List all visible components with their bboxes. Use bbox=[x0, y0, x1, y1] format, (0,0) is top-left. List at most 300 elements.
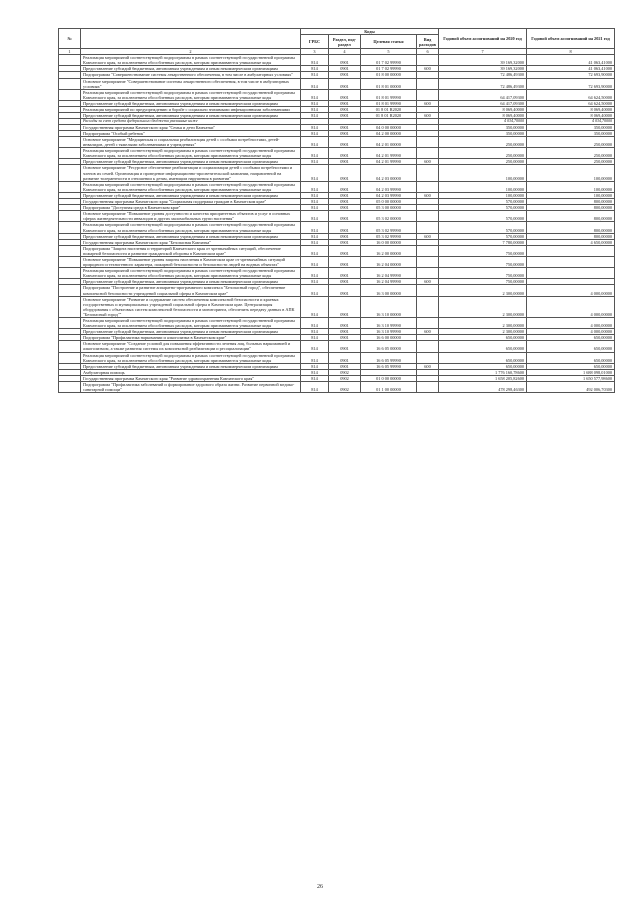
page-number: 26 bbox=[317, 884, 323, 890]
header-2020: Годовой объем ассигнований на 2020 год bbox=[439, 29, 527, 49]
row-name-cell: Предоставление субсидий бюджетным, автономным учреждениям и иным некоммерческим организациям bbox=[81, 233, 301, 239]
row-2021-cell bbox=[527, 256, 615, 267]
row-name-cell: Основное мероприятие "Развитие и содержание систем обеспечения комплексной безопасности и краевых государственных и муниципальных учреждений социальной сферы в Камчатском крае. Централизация оборудования с объектовых систем комплексной безопасности и мониторинга, обеспечить передачу данных в АПК "Безопасный город"" bbox=[81, 296, 301, 317]
row-name-cell: Государственная программа Камчатского края "Социальная поддержка граждан в Камчатском крае" bbox=[81, 199, 301, 205]
table-row bbox=[59, 341, 615, 352]
row-cs-cell: 01 8 01 00000 bbox=[361, 78, 417, 89]
row-grbs-cell: 814 bbox=[301, 341, 329, 352]
row-2021-cell: 100,00000 bbox=[527, 165, 615, 181]
row-2020-cell: 64 417,09300 bbox=[439, 100, 527, 106]
row-2021-cell: 800,00000 bbox=[527, 205, 615, 211]
row-grbs-cell: 814 bbox=[301, 285, 329, 296]
row-2021-cell: 800,00000 bbox=[527, 211, 615, 222]
row-number-cell bbox=[59, 285, 81, 296]
row-2020-cell: 250,00000 bbox=[439, 159, 527, 165]
row-name-cell: Основное мероприятие "Ресурсное обеспечение реабилитации и социализации детей с особыми потребностями и членов их семей. Организация и проведение информационно-просветительской кампании, направленной на развитие толерантности в отношении к детям, имеющим нарушения в развитии" bbox=[81, 165, 301, 181]
row-name-cell: Амбулаторная помощь bbox=[81, 369, 301, 375]
row-name-cell: Предоставление субсидий бюджетным, автономным учреждениям и иным некоммерческим организациям bbox=[81, 159, 301, 165]
row-vr-cell bbox=[417, 256, 439, 267]
row-number-cell bbox=[59, 256, 81, 267]
row-razdel-cell: 0901 bbox=[329, 268, 361, 279]
row-grbs-cell: 814 bbox=[301, 165, 329, 181]
row-grbs-cell: 814 bbox=[301, 107, 329, 113]
row-2021-cell: 4 000,00000 bbox=[527, 318, 615, 329]
row-name-cell: Расходы за счет средств федерального бюджета указанные ниже bbox=[81, 119, 301, 125]
row-cs-cell: 01 7 02 99990 bbox=[361, 55, 417, 66]
row-cs-cell: 16 6 05 00000 bbox=[361, 341, 417, 352]
row-2020-cell: 8 069,40000 bbox=[439, 107, 527, 113]
row-cs-cell: 01 8 00 00000 bbox=[361, 72, 417, 78]
row-2021-cell: 8 069,40000 bbox=[527, 107, 615, 113]
row-2020-cell: 1 658 205,82600 bbox=[439, 375, 527, 381]
row-grbs-cell: 814 bbox=[301, 124, 329, 130]
row-razdel-cell: 0902 bbox=[329, 382, 361, 393]
row-name-cell: Реализация мероприятий соответствующей подпрограммы в рамках соответствующей государственной программы Камчатского края, за исключением обособленных расходов, которым присваиваются уникальные коды bbox=[81, 222, 301, 233]
row-razdel-cell: 0901 bbox=[329, 363, 361, 369]
header-no: № bbox=[59, 29, 81, 49]
row-grbs-cell: 814 bbox=[301, 279, 329, 285]
row-razdel-cell: 0901 bbox=[329, 352, 361, 363]
row-name-cell: Подпрограмма "Профилактика заболеваний и формирование здорового образа жизни. Развитие первичной медико-санитарной помощи" bbox=[81, 382, 301, 393]
header-grbs: ГРБС bbox=[301, 35, 329, 49]
row-vr-cell bbox=[417, 318, 439, 329]
row-grbs-cell: 814 bbox=[301, 100, 329, 106]
row-number-cell bbox=[59, 296, 81, 317]
row-cs-cell: 16 6 05 99990 bbox=[361, 363, 417, 369]
row-2021-cell: 350,00000 bbox=[527, 124, 615, 130]
row-name-cell: Подпрограмма "Построение и развитие аппаратно-программного комплекса "Безопасный город", обеспечение комплексной безопасности учреждений социальной сферы в Камчатском крае" bbox=[81, 285, 301, 296]
row-razdel-cell: 0901 bbox=[329, 124, 361, 130]
row-grbs-cell: 814 bbox=[301, 329, 329, 335]
row-2020-cell: 570,00000 bbox=[439, 222, 527, 233]
row-2021-cell: 492 006,70300 bbox=[527, 382, 615, 393]
row-number-cell bbox=[59, 245, 81, 256]
row-vr-cell bbox=[417, 211, 439, 222]
row-grbs-cell: 814 bbox=[301, 296, 329, 317]
row-cs-cell: 16 6 05 99990 bbox=[361, 352, 417, 363]
row-number-cell bbox=[59, 352, 81, 363]
row-cs-cell: 04 2 01 00000 bbox=[361, 137, 417, 148]
row-name-cell: Основное мероприятие "Повышение уровня доступности и качества приоритетных объектов и услуг в основных сферах жизнедеятельности инвалидов и других маломобильных групп населения" bbox=[81, 211, 301, 222]
row-2020-cell: 750,00000 bbox=[439, 268, 527, 279]
row-vr-cell bbox=[417, 285, 439, 296]
row-number-cell bbox=[59, 137, 81, 148]
row-number-cell bbox=[59, 55, 81, 66]
row-cs-cell: 05 3 00 00000 bbox=[361, 205, 417, 211]
row-2021-cell: 41 063,41000 bbox=[527, 66, 615, 72]
row-razdel-cell: 0901 bbox=[329, 222, 361, 233]
row-vr-cell: 600 bbox=[417, 100, 439, 106]
row-number-cell bbox=[59, 211, 81, 222]
row-grbs-cell: 814 bbox=[301, 245, 329, 256]
row-grbs-cell: 814 bbox=[301, 55, 329, 66]
row-name-cell: Основное мероприятие "Совершенствование системы лекарственного обеспечения, в том числе в амбулаторных условиях" bbox=[81, 78, 301, 89]
row-cs-cell: 01 8 01 R2020 bbox=[361, 113, 417, 119]
row-2021-cell: 4 000,00000 bbox=[527, 296, 615, 317]
table-row bbox=[59, 296, 615, 317]
row-2020-cell: 350,00000 bbox=[439, 124, 527, 130]
row-2020-cell: 650,00000 bbox=[439, 335, 527, 341]
row-2021-cell: 64 624,50000 bbox=[527, 89, 615, 100]
row-cs-cell: 16 3 00 00000 bbox=[361, 285, 417, 296]
row-number-cell bbox=[59, 148, 81, 159]
row-name-cell: Основное мероприятие "Повышение уровня защиты населения в Камчатском крае от чрезвычайных ситуаций природного и техногенного характера, пожарной безопасности и безопасности людей на водных объектах" bbox=[81, 256, 301, 267]
row-razdel-cell: 0901 bbox=[329, 245, 361, 256]
row-razdel-cell: 0901 bbox=[329, 55, 361, 66]
table-body bbox=[59, 55, 615, 393]
row-name-cell: Подпрограмма "Защита населения и территорий Камчатского края от чрезвычайных ситуаций, обеспечение пожарной безопасности и развитие гражданской обороны в Камчатском крае" bbox=[81, 245, 301, 256]
row-number-cell bbox=[59, 89, 81, 100]
row-cs-cell: 16 2 04 99990 bbox=[361, 279, 417, 285]
row-grbs-cell: 814 bbox=[301, 352, 329, 363]
row-grbs-cell: 814 bbox=[301, 148, 329, 159]
row-2020-cell: 2 300,00000 bbox=[439, 296, 527, 317]
row-number-cell bbox=[59, 222, 81, 233]
row-razdel-cell: 0901 bbox=[329, 233, 361, 239]
row-name-cell: Реализация мероприятий соответствующей подпрограммы в рамках соответствующей государственной программы Камчатского края, за исключением обособленных расходов, которым присваиваются уникальные коды bbox=[81, 55, 301, 66]
row-razdel-cell: 0901 bbox=[329, 205, 361, 211]
row-razdel-cell: 0902 bbox=[329, 375, 361, 381]
row-grbs-cell: 814 bbox=[301, 72, 329, 78]
row-razdel-cell: 0901 bbox=[329, 137, 361, 148]
row-vr-cell bbox=[417, 148, 439, 159]
row-vr-cell: 600 bbox=[417, 329, 439, 335]
row-cs-cell: 05 3 02 99990 bbox=[361, 222, 417, 233]
row-grbs-cell: 814 bbox=[301, 335, 329, 341]
row-2020-cell: 750,00000 bbox=[439, 256, 527, 267]
table-row bbox=[59, 148, 615, 159]
row-name-cell: Государственная программа Камчатского края "Семья и дети Камчатки" bbox=[81, 124, 301, 130]
row-vr-cell bbox=[417, 89, 439, 100]
row-cs-cell: 04 2 03 00000 bbox=[361, 165, 417, 181]
row-grbs-cell: 814 bbox=[301, 363, 329, 369]
row-name-cell: Реализация мероприятий соответствующей подпрограммы в рамках соответствующей государственной программы Камчатского края, за исключением обособленных расходов, которым присваиваются уникальные коды bbox=[81, 268, 301, 279]
row-2021-cell: 800,00000 bbox=[527, 199, 615, 205]
row-razdel-cell: 0901 bbox=[329, 66, 361, 72]
row-razdel-cell: 0902 bbox=[329, 369, 361, 375]
row-cs-cell: 04 2 01 99990 bbox=[361, 148, 417, 159]
column-number: 3 bbox=[301, 49, 329, 55]
row-name-cell: Предоставление субсидий бюджетным, автономным учреждениям и иным некоммерческим организациям bbox=[81, 329, 301, 335]
table-row bbox=[59, 245, 615, 256]
row-razdel-cell: 0901 bbox=[329, 239, 361, 245]
row-grbs-cell: 814 bbox=[301, 256, 329, 267]
row-cs-cell: 05 0 00 00000 bbox=[361, 199, 417, 205]
row-vr-cell bbox=[417, 55, 439, 66]
row-vr-cell bbox=[417, 222, 439, 233]
row-razdel-cell: 0901 bbox=[329, 279, 361, 285]
table-row bbox=[59, 55, 615, 66]
row-2020-cell: 100,00000 bbox=[439, 181, 527, 192]
row-2021-cell: 650,00000 bbox=[527, 352, 615, 363]
row-cs-cell: 04 0 00 00000 bbox=[361, 124, 417, 130]
row-2020-cell: 478 298,46300 bbox=[439, 382, 527, 393]
row-grbs-cell: 814 bbox=[301, 78, 329, 89]
row-cs-cell: 16 6 00 00000 bbox=[361, 335, 417, 341]
row-cs-cell: 16 3 10 00000 bbox=[361, 296, 417, 317]
row-2020-cell: 64 417,09300 bbox=[439, 89, 527, 100]
row-2021-cell: 650,00000 bbox=[527, 341, 615, 352]
table-row bbox=[59, 211, 615, 222]
row-name-cell: Подпрограмма "Особый ребенок" bbox=[81, 130, 301, 136]
row-cs-cell: 16 2 04 00000 bbox=[361, 256, 417, 267]
table-row bbox=[59, 181, 615, 192]
row-cs-cell: 01 0 00 00000 bbox=[361, 375, 417, 381]
row-grbs-cell: 814 bbox=[301, 137, 329, 148]
row-2020-cell: 570,00000 bbox=[439, 211, 527, 222]
row-2020-cell: 72 486,49300 bbox=[439, 78, 527, 89]
row-2020-cell: 39 169,32000 bbox=[439, 66, 527, 72]
row-vr-cell: 600 bbox=[417, 113, 439, 119]
row-2021-cell: 4 000,00000 bbox=[527, 329, 615, 335]
row-name-cell: Реализация мероприятий соответствующей подпрограммы в рамках соответствующей государственной программы Камчатского края, за исключением обособленных расходов, которым присваиваются уникальные коды bbox=[81, 318, 301, 329]
row-cs-cell: 04 2 03 99990 bbox=[361, 192, 417, 198]
row-number-cell bbox=[59, 78, 81, 89]
row-razdel-cell: 0901 bbox=[329, 329, 361, 335]
header-2021: Годовой объем ассигнований на 2021 год bbox=[527, 29, 615, 49]
row-2021-cell: 4 034,70000 bbox=[527, 119, 615, 125]
row-2020-cell: 100,00000 bbox=[439, 192, 527, 198]
row-2020-cell: 39 169,32000 bbox=[439, 55, 527, 66]
row-cs-cell: 05 3 02 99990 bbox=[361, 233, 417, 239]
row-2021-cell: 350,00000 bbox=[527, 130, 615, 136]
row-cs-cell: 16 3 10 99990 bbox=[361, 318, 417, 329]
row-grbs-cell: 814 bbox=[301, 181, 329, 192]
header-vr: Вид расходов bbox=[417, 35, 439, 49]
row-2020-cell: 350,00000 bbox=[439, 130, 527, 136]
row-vr-cell bbox=[417, 341, 439, 352]
row-cs-cell: 16 3 10 99990 bbox=[361, 329, 417, 335]
row-number-cell bbox=[59, 318, 81, 329]
row-razdel-cell: 0901 bbox=[329, 181, 361, 192]
row-2021-cell: 1 688 098,01000 bbox=[527, 369, 615, 375]
row-2021-cell: 250,00000 bbox=[527, 159, 615, 165]
row-razdel-cell: 0901 bbox=[329, 199, 361, 205]
row-vr-cell bbox=[417, 78, 439, 89]
row-name-cell: Предоставление субсидий бюджетным, автономным учреждениям и иным некоммерческим организациям bbox=[81, 192, 301, 198]
row-cs-cell: 16 2 00 00000 bbox=[361, 245, 417, 256]
row-vr-cell: 600 bbox=[417, 279, 439, 285]
row-cs-cell: 04 2 01 99990 bbox=[361, 159, 417, 165]
row-cs-cell: 01 8 01 R2020 bbox=[361, 107, 417, 113]
row-razdel-cell: 0901 bbox=[329, 211, 361, 222]
row-2021-cell: 250,00000 bbox=[527, 148, 615, 159]
row-2020-cell: 2 300,00000 bbox=[439, 318, 527, 329]
row-vr-cell bbox=[417, 268, 439, 279]
row-cs-cell: 01 8 01 99990 bbox=[361, 100, 417, 106]
row-grbs-cell: 814 bbox=[301, 199, 329, 205]
row-2021-cell bbox=[527, 268, 615, 279]
row-2021-cell bbox=[527, 245, 615, 256]
row-name-cell: Государственная программа Камчатского края "Развитие здравоохранения Камчатского края" bbox=[81, 375, 301, 381]
row-cs-cell: 01 7 02 99990 bbox=[361, 66, 417, 72]
row-razdel-cell: 0901 bbox=[329, 318, 361, 329]
table-row bbox=[59, 352, 615, 363]
header-name bbox=[81, 29, 301, 49]
row-2020-cell: 750,00000 bbox=[439, 279, 527, 285]
row-grbs-cell: 814 bbox=[301, 268, 329, 279]
row-2020-cell: 570,00000 bbox=[439, 199, 527, 205]
row-vr-cell bbox=[417, 296, 439, 317]
row-grbs-cell: 814 bbox=[301, 233, 329, 239]
row-name-cell: Предоставление субсидий бюджетным, автономным учреждениям и иным некоммерческим организациям bbox=[81, 100, 301, 106]
row-razdel-cell: 0901 bbox=[329, 148, 361, 159]
row-number-cell bbox=[59, 268, 81, 279]
column-number: 7 bbox=[439, 49, 527, 55]
row-vr-cell bbox=[417, 352, 439, 363]
row-razdel-cell: 0901 bbox=[329, 89, 361, 100]
row-razdel-cell: 0901 bbox=[329, 78, 361, 89]
row-vr-cell: 600 bbox=[417, 159, 439, 165]
row-2020-cell: 8 069,40000 bbox=[439, 113, 527, 119]
row-2020-cell: 570,00000 bbox=[439, 205, 527, 211]
row-2021-cell: 4 650,00000 bbox=[527, 239, 615, 245]
row-grbs-cell: 814 bbox=[301, 159, 329, 165]
row-2021-cell: 800,00000 bbox=[527, 222, 615, 233]
row-grbs-cell: 814 bbox=[301, 318, 329, 329]
row-grbs-cell: 814 bbox=[301, 130, 329, 136]
row-2020-cell: 570,00000 bbox=[439, 233, 527, 239]
row-razdel-cell: 0901 bbox=[329, 165, 361, 181]
row-2020-cell: 750,00000 bbox=[439, 245, 527, 256]
row-2021-cell: 1 650 577,98600 bbox=[527, 375, 615, 381]
row-number-cell bbox=[59, 341, 81, 352]
row-cs-cell: 16 2 04 99990 bbox=[361, 268, 417, 279]
row-name-cell: Подпрограмма "Совершенствование системы лекарственного обеспечения, в том числе в амбулаторных условиях" bbox=[81, 72, 301, 78]
row-name-cell: Подпрограмма "Доступная среда в Камчатском крае" bbox=[81, 205, 301, 211]
row-razdel-cell: 0901 bbox=[329, 113, 361, 119]
row-2021-cell: 72 693,90000 bbox=[527, 72, 615, 78]
row-razdel-cell: 0901 bbox=[329, 130, 361, 136]
row-grbs-cell: 814 bbox=[301, 222, 329, 233]
row-grbs-cell: 814 bbox=[301, 89, 329, 100]
row-2021-cell: 100,00000 bbox=[527, 181, 615, 192]
row-2020-cell: 250,00000 bbox=[439, 137, 527, 148]
row-vr-cell bbox=[417, 181, 439, 192]
row-number-cell bbox=[59, 382, 81, 393]
row-2021-cell: 650,00000 bbox=[527, 363, 615, 369]
row-vr-cell: 600 bbox=[417, 192, 439, 198]
table-row bbox=[59, 318, 615, 329]
row-vr-cell: 600 bbox=[417, 233, 439, 239]
row-2021-cell: 250,00000 bbox=[527, 137, 615, 148]
row-name-cell: Реализация мероприятий соответствующей подпрограммы в рамках соответствующей государственной программы Камчатского края, за исключением обособленных расходов, которым присваиваются уникальные коды bbox=[81, 181, 301, 192]
row-vr-cell bbox=[417, 165, 439, 181]
row-2021-cell: 72 693,90000 bbox=[527, 78, 615, 89]
budget-table bbox=[58, 28, 615, 393]
row-razdel-cell: 0901 bbox=[329, 256, 361, 267]
row-name-cell: Предоставление субсидий бюджетным, автономным учреждениям и иным некоммерческим организациям bbox=[81, 279, 301, 285]
row-razdel-cell: 0901 bbox=[329, 72, 361, 78]
budget-table-sheet bbox=[58, 28, 614, 393]
row-grbs-cell: 814 bbox=[301, 66, 329, 72]
row-grbs-cell: 814 bbox=[301, 192, 329, 198]
table-row bbox=[59, 382, 615, 393]
row-name-cell: Реализация мероприятий соответствующей подпрограммы в рамках соответствующей государственной программы Камчатского края, за исключением обособленных расходов, которым присваиваются уникальные коды bbox=[81, 148, 301, 159]
row-2020-cell: 1 776 160,78600 bbox=[439, 369, 527, 375]
row-razdel-cell: 0901 bbox=[329, 192, 361, 198]
table-row bbox=[59, 256, 615, 267]
row-2020-cell: 2 300,00000 bbox=[439, 329, 527, 335]
row-grbs-cell: 814 bbox=[301, 239, 329, 245]
row-cs-cell: 01 8 01 99990 bbox=[361, 89, 417, 100]
column-number: 8 bbox=[527, 49, 615, 55]
row-name-cell: Предоставление субсидий бюджетным, автономным учреждениям и иным некоммерческим организациям bbox=[81, 363, 301, 369]
row-cs-cell: 01 1 00 00000 bbox=[361, 382, 417, 393]
row-name-cell: Основное мероприятие "Медицинская и социальная реабилитация детей с особыми потребностями, детей-инвалидов, детей с тяжелыми заболеваниями и учреждениях" bbox=[81, 137, 301, 148]
row-name-cell: Реализация мероприятий по предупреждению и борьбе с социально значимыми инфекционными заболеваниями bbox=[81, 107, 301, 113]
row-cs-cell: 04 2 03 99990 bbox=[361, 181, 417, 192]
column-number: 1 bbox=[59, 49, 81, 55]
column-number: 6 bbox=[417, 49, 439, 55]
column-number: 4 bbox=[329, 49, 361, 55]
row-2021-cell: 650,00000 bbox=[527, 335, 615, 341]
row-name-cell: Предоставление субсидий бюджетным, автономным учреждениям и иным некоммерческим организациям bbox=[81, 66, 301, 72]
row-grbs-cell: 814 bbox=[301, 369, 329, 375]
row-grbs-cell: 814 bbox=[301, 375, 329, 381]
row-2020-cell: 100,00000 bbox=[439, 165, 527, 181]
row-name-cell: Подпрограмма "Профилактика наркомании и алкоголизма в Камчатском крае" bbox=[81, 335, 301, 341]
row-grbs-cell: 814 bbox=[301, 113, 329, 119]
row-2021-cell: 4 000,00000 bbox=[527, 285, 615, 296]
row-razdel-cell: 0901 bbox=[329, 335, 361, 341]
table-row bbox=[59, 165, 615, 181]
column-number: 5 bbox=[361, 49, 417, 55]
row-cs-cell: 16 0 00 00000 bbox=[361, 239, 417, 245]
row-grbs-cell: 814 bbox=[301, 211, 329, 222]
table-row bbox=[59, 89, 615, 100]
row-name-cell: Основное мероприятие "Создание условий для повышения эффективности лечения лиц, больных наркоманией и алкоголизмом, а также развития системы их комплексной реабилитации и ресоциализации" bbox=[81, 341, 301, 352]
row-vr-cell: 600 bbox=[417, 363, 439, 369]
header-razdel: Раздел, под-раздел bbox=[329, 35, 361, 49]
row-razdel-cell: 0901 bbox=[329, 159, 361, 165]
row-name-cell: Реализация мероприятий соответствующей подпрограммы в рамках соответствующей государственной программы Камчатского края, за исключением обособленных расходов, которым присваиваются уникальные коды bbox=[81, 89, 301, 100]
row-2020-cell: 72 486,49300 bbox=[439, 72, 527, 78]
table-row bbox=[59, 268, 615, 279]
row-razdel-cell: 0901 bbox=[329, 285, 361, 296]
row-name-cell: Предоставление субсидий бюджетным, автономным учреждениям и иным некоммерческим организациям bbox=[81, 113, 301, 119]
row-cs-cell: 05 3 02 00000 bbox=[361, 211, 417, 222]
row-razdel-cell: 0901 bbox=[329, 100, 361, 106]
row-2020-cell: 650,00000 bbox=[439, 352, 527, 363]
row-razdel-cell: 0901 bbox=[329, 296, 361, 317]
table-row bbox=[59, 137, 615, 148]
row-name-cell: Государственная программа Камчатского края "Безопасная Камчатка" bbox=[81, 239, 301, 245]
row-grbs-cell: 814 bbox=[301, 382, 329, 393]
row-2021-cell: 800,00000 bbox=[527, 233, 615, 239]
row-vr-cell bbox=[417, 137, 439, 148]
row-2020-cell: 650,00000 bbox=[439, 341, 527, 352]
row-name-cell: Реализация мероприятий соответствующей подпрограммы в рамках соответствующей государственной программы Камчатского края, за исключением обособленных расходов, которым присваиваются уникальные коды bbox=[81, 352, 301, 363]
row-2021-cell: 64 624,50000 bbox=[527, 100, 615, 106]
row-number-cell bbox=[59, 181, 81, 192]
row-2020-cell: 4 034,70000 bbox=[439, 119, 527, 125]
header-cs: Целевая статья bbox=[361, 35, 417, 49]
row-2021-cell: 8 069,40000 bbox=[527, 113, 615, 119]
table-row bbox=[59, 222, 615, 233]
row-2020-cell: 2 300,00000 bbox=[439, 285, 527, 296]
header-codes: Коды bbox=[301, 29, 439, 35]
row-2020-cell: 250,00000 bbox=[439, 148, 527, 159]
row-razdel-cell: 0901 bbox=[329, 107, 361, 113]
row-grbs-cell: 814 bbox=[301, 205, 329, 211]
row-2021-cell: 41 063,41000 bbox=[527, 55, 615, 66]
table-row bbox=[59, 78, 615, 89]
row-razdel-cell: 0901 bbox=[329, 341, 361, 352]
row-cs-cell: 04 2 00 00000 bbox=[361, 130, 417, 136]
row-vr-cell: 600 bbox=[417, 66, 439, 72]
row-vr-cell bbox=[417, 245, 439, 256]
